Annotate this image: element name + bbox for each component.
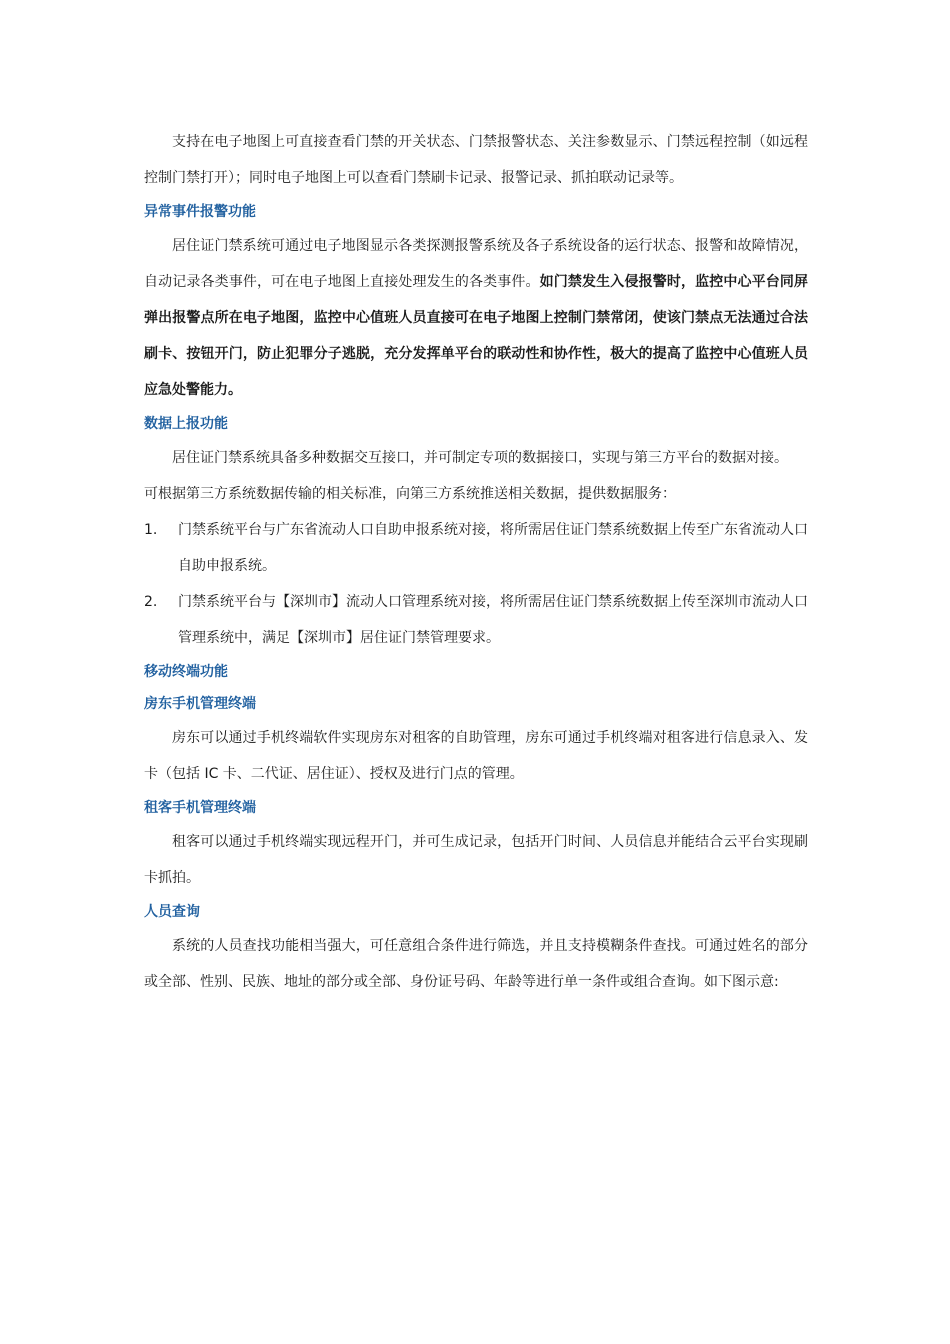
paragraph-map-door-status: 支持在电子地图上可直接查看门禁的开关状态、门禁报警状态、关注参数显示、门禁远程控制（如远程控制门禁打开）；同时电子地图上可以查看门禁刷卡记录、报警记录、抓拍联动记录等。: [144, 134, 808, 186]
heading-person-query: 人员查询: [144, 904, 200, 920]
paragraph-person-query: 系统的人员查找功能相当强大，可任意组合条件进行筛选，并且支持模糊条件查找。可通过姓名的部分或全部、性别、民族、地址的部分或全部、身份证号码、年龄等进行单一条件或组合查询。如下图示意:: [144, 938, 808, 990]
paragraph-alarm-bold: 如门禁发生入侵报警时，监控中心平台同屏弹出报警点所在电子地图，监控中心值班人员直接可在电子地图上控制门禁常闭，使该门禁点无法通过合法刷卡、按钮开门，防止犯罪分子逃脱，充分发挥单平台的联动性和协作性，极大的提高了监控中心值班人员应急处警能力。: [144, 274, 809, 398]
list-item-number: 2.: [144, 594, 158, 610]
paragraph-data-interface: 居住证门禁系统具备多种数据交互接口，并可制定专项的数据接口，实现与第三方平台的数据对接。: [172, 450, 788, 466]
heading-tenant-terminal: 租客手机管理终端: [144, 800, 256, 816]
paragraph-data-push: 可根据第三方系统数据传输的相关标准，向第三方系统推送相关数据，提供数据服务：: [144, 486, 676, 502]
list-item: [144, 584, 808, 656]
list-item-text: 门禁系统平台与广东省流动人口自助申报系统对接，将所需居住证门禁系统数据上传至广东省流动人口自助申报系统。: [178, 522, 808, 574]
paragraph-alarm: [144, 228, 808, 408]
heading-mobile-terminal: 移动终端功能: [144, 664, 228, 680]
list-item-text: 门禁系统平台与【深圳市】流动人口管理系统对接，将所需居住证门禁系统数据上传至深圳市流动人口管理系统中，满足【深圳市】居住证门禁管理要求。: [178, 594, 808, 646]
document-page: [144, 124, 808, 1000]
heading-alarm-function: 异常事件报警功能: [144, 204, 256, 220]
paragraph-alarm-normal: 居住证门禁系统可通过电子地图显示各类探测报警系统及各子系统设备的运行状态、报警和故障情况，自动记录各类事件，可在电子地图上直接处理发生的各类事件。: [144, 238, 808, 290]
paragraph-landlord: 房东可以通过手机终端软件实现房东对租客的自助管理，房东可通过手机终端对租客进行信息录入、发卡（包括 IC 卡、二代证、居住证）、授权及进行门点的管理。: [144, 730, 808, 782]
paragraph-tenant: 租客可以通过手机终端实现远程开门，并可生成记录，包括开门时间、人员信息并能结合云平台实现刷卡抓拍。: [144, 834, 808, 886]
heading-data-report: 数据上报功能: [144, 416, 228, 432]
heading-landlord-terminal: 房东手机管理终端: [144, 696, 256, 712]
list-item-number: 1.: [144, 522, 158, 538]
list-item: [144, 512, 808, 584]
